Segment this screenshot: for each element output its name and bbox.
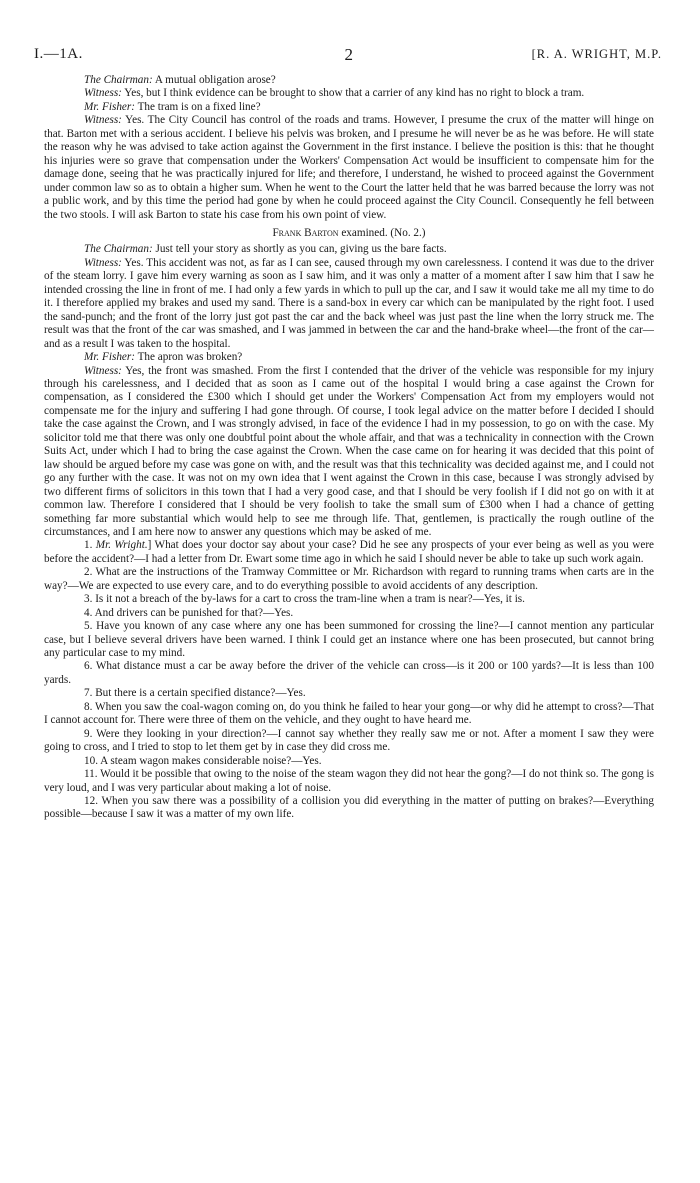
question-10: 10. A steam wagon makes considerable noise?—Yes. (84, 754, 322, 767)
header-reference: I.—1A. (34, 46, 83, 62)
speaker-label: Witness: (84, 114, 122, 127)
paragraph (44, 101, 654, 114)
paragraph (44, 87, 654, 100)
paragraph-text: The apron was broken? (134, 351, 243, 364)
question-6: 6. What distance must a car be away before the driver of the vehicle can cross—is it 200 or 100 yards?—It is less than 100 yards. (44, 660, 654, 686)
question-5: 5. Have you known of any case where any one has been summoned for crossing the line?—I cannot mention any particular case, but I believe several drivers have been warned. I think I could get an instance where one has been prosecuted, but cannot bring any particular case to my mind. (44, 620, 654, 660)
question-12: 12. When you saw there was a possibility of a collision you did everything in the matter of putting on brakes?—Everything possible—because I saw it was a matter of my own life. (44, 795, 654, 821)
speaker-label: Witness: (84, 87, 122, 100)
questioner-label: Mr. Wright. (95, 539, 148, 552)
numbered-questions (44, 539, 654, 822)
speaker-label: The Chairman: (84, 243, 153, 256)
question-1 (44, 539, 654, 566)
paragraph (44, 114, 654, 222)
paragraph-text: Yes. The City Council has control of the roads and trams. However, I presume the crux of the matter will hinge on that. Barton met with a serious accident. I believe his pelvis was broken, and I presume he will never be as he was before. He will state the reason why he was advised to take action against the Government in the first instance. I believe the position is this: that he thought his injuries were so grave that compensation under the Workers' Compensation Act would be insufficient to compensate him for the damage done, seeing that he was practically injured for life; and therefore, I understand, he wished to proceed against the Government under common law so as to obtain a higher sum. When he went to the Court the latter held that he was barred because the lorry was not a public work, and by this time the period had gone by when he could proceed against the City Council. Consequently he fell between the two stools. I will ask Barton to state his case from his own point of view. (44, 114, 654, 221)
speaker-label: Mr. Fisher: (84, 351, 135, 364)
speaker-label: Witness: (84, 256, 122, 269)
question-number: 1. (84, 539, 96, 552)
paragraph-text: Just tell your story as shortly as you can, giving us the bare facts. (152, 243, 447, 256)
header-witness-name: [R. A. WRIGHT, M.P. (531, 47, 662, 61)
paragraph (44, 351, 654, 364)
paragraph-text: Yes, but I think evidence can be brought to show that a carrier of any kind has no right to block a tram. (121, 87, 585, 100)
paragraph (44, 365, 654, 540)
paragraph-text: Yes. This accident was not, as far as I can see, caused through my own carelessness. I contend it was due to the driver of the steam lorry. I gave him every warning as soon as I saw him, and it was only a matter of a moment after I saw him that I saw he intended crossing the line in front of me. I had only a few yards in which to pull up the car, and I saw it would take me all my time to do it. I therefore applied my brakes and used my sand. There is a sand-box in every car which can be manipulated by the right foot. I used the sand-punch; and the front of the lorry just got past the car and the back wheel was just past the line when the lorry struck me. The result was that the front of the car was smashed, and I was jammed in between the car and the hand-brake wheel—the front of the car—and as a result I was taken to the hospital. (44, 256, 654, 350)
question-7: 7. But there is a certain specified distance?—Yes. (84, 687, 306, 700)
question-8: 8. When you saw the coal-wagon coming on, do you think he failed to hear your gong—or why did he attempt to cross?—That I cannot account for. There were three of them on the vehicle, and they ought to have heard me. (44, 700, 654, 727)
paragraph (44, 257, 654, 351)
opening-exchange (44, 74, 654, 222)
question-3: 3. Is it not a breach of the by-laws for a cart to cross the tram-line when a tram is near?—Yes, it is. (84, 593, 525, 606)
page-header (34, 45, 662, 74)
question-2: 2. What are the instructions of the Tramway Committee or Mr. Richardson with regard to running trams when carts are in the way?—We are expected to use every care, and to do everything possible to avoid accidents of any description. (44, 566, 654, 592)
paragraph-text: The tram is on a fixed line? (134, 100, 261, 113)
speaker-label: Mr. Fisher: (84, 100, 135, 113)
speaker-label: The Chairman: (84, 74, 153, 86)
question-11: 11. Would it be possible that owing to the noise of the steam wagon they did not hear the gong?—I do not think so. The gong is very loud, and I was very particular about making a lot of noise. (44, 768, 654, 794)
question-4: 4. And drivers can be punished for that?—Yes. (84, 606, 294, 619)
examined-label: examined. (No. 2.) (338, 226, 426, 239)
paragraph-text: A mutual obligation arose? (152, 74, 276, 86)
question-9: 9. Were they looking in your direction?—I cannot say whether they really saw me or not. After a moment I saw they were going to cross, and I tried to stop to let them get by in case they did cross me. (44, 727, 654, 754)
paragraph-text: Yes, the front was smashed. From the first I contended that the driver of the vehicle was responsible for my injury through his carelessness, and I decided that as soon as I came out of the hospital I would bring a case against the Crown for compensation, as I considered the £300 which I should get under the Workers' Compensation Act from my employers would not compensate me for the injury and suffering I had gone through. Of course, I took legal advice on the matter before I decided I should take the case against the Crown, and I was strongly advised, in face of the evidence I had in my possession, to go on with the case. My solicitor told me that there was only one doubtful point about the whole affair, and that was a technicality in connection with the Crown Suits Act, under which I had to bring the case against the Crown. When the case came on for hearing it was decided that this point of law should be argued before my case was gone on with, and the result was that this technicality was decided against me, and I could not go any further with the case. It was not on my own idea that I went against the Crown in this case, because I was strongly advised by two different firms of solicitors in this town that I had a very good case, and that I should be very foolish if I did not go on with it at common law. Therefore I considered that I should be very foolish to take the small sum of £300 when I had a chance of getting something far more substantial which would help to see me through life. That, gentlemen, is practically the rough outline of the circumstances, and I am here now to answer any questions which may be asked of me. (44, 364, 654, 538)
paragraph (44, 74, 654, 87)
page-number: 2 (344, 45, 354, 64)
witness-name: Frank Barton (272, 226, 339, 239)
witness-statement (44, 243, 654, 539)
paragraph (44, 243, 654, 256)
examined-heading (44, 227, 654, 240)
speaker-label: Witness: (84, 364, 122, 377)
question-text: ] What does your doctor say about your case? Did he see any prospects of your ever being as well as you were before the accident?—I had a letter from Dr. Ewart some time ago in which he said I should never be able to take up such work again. (44, 539, 655, 565)
